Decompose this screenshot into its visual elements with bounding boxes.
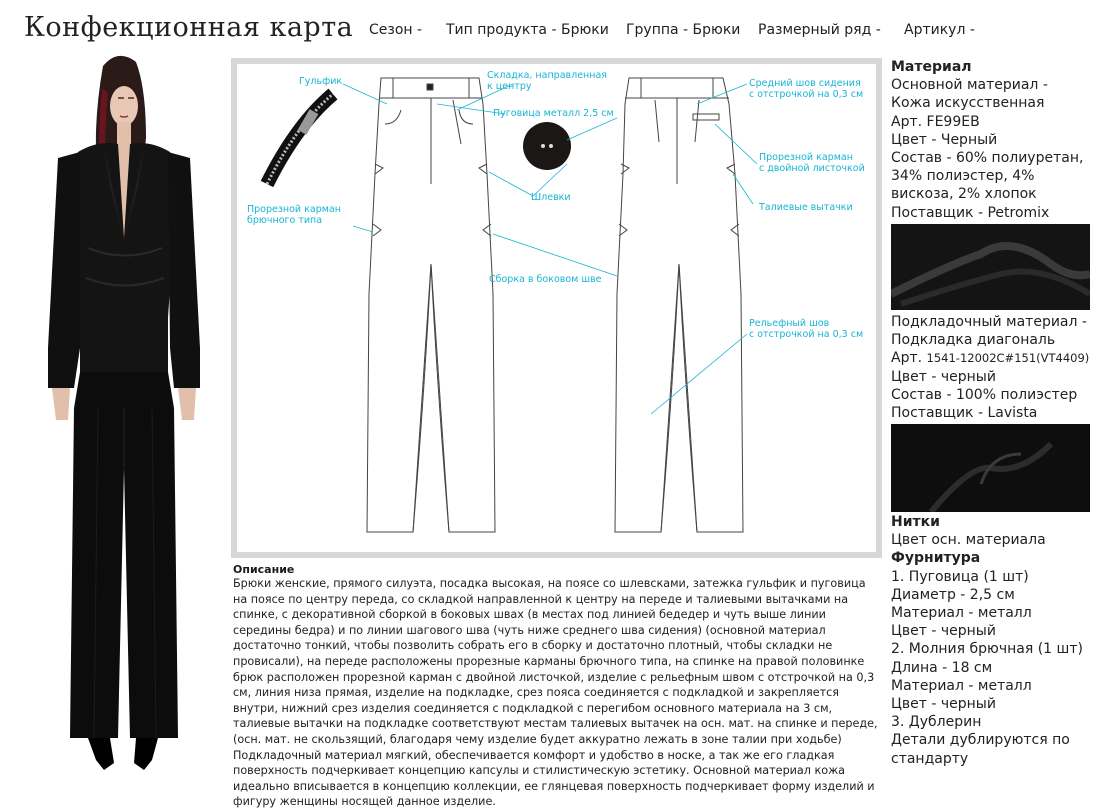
hardware-line: Материал - металл xyxy=(891,605,1032,622)
lining-line: Подкладка диагональ xyxy=(891,332,1056,349)
material-line: Цвет - Черный xyxy=(891,131,998,148)
callout-relief-line2: с отстрочкой на 0,3 см xyxy=(749,329,864,340)
threads-value: Цвет осн. материала xyxy=(891,532,1046,549)
zipper-image xyxy=(257,94,347,184)
callout-button: Пуговица металл 2,5 см xyxy=(493,108,614,119)
callout-belt-loops: Шлевки xyxy=(531,192,571,203)
lining-fabric-swatch xyxy=(891,424,1090,512)
hardware-line: 2. Молния брючная (1 шт) xyxy=(891,641,1083,658)
hardware-line: Детали дублируются по xyxy=(891,732,1070,749)
callout-fly: Гульфик xyxy=(299,76,343,87)
description-title: Описание xyxy=(233,563,295,576)
description-text: Брюки женские, прямого силуэта, посадка высокая, на поясе со шлевсками, затежка гульфик и пуговица на поясе по центру переда, со складкой направленной к центру на переде и талиевыми вытачками на спинке, с декоративной сборкой в боковых швах (в местах под линией бедедер и чуть выше линии середины бедра) и по линии шагового шва (чуть ниже среднего шва сидения) (основной материал достаточно тонкий, чтобы позволить собрать его в сборку и достаточно плотный, чтобы складки не провисали), на переде расположены прорезные карманы брючного типа, на спинке на правой половинке брюк расположен прорезной карман с двойной листочкой, изделие с рельефным швом с отстрочкой на 0,3 см, линия низа прямая, изделие на подкладке, срез пояса соединяется с подкладкой и закрепляется внутри, нижний срез изделия соединяется с подкладкой с перегибом основного материала на 3 см, талиевые вытачки на подкладке соответствуют местам талиевых вытачек на осн. мат. на спинке и переде, (осн. мат. не скользящий, благодаря чему изделие будет аккуратно лежать в зоне талии при ходьбе) Подкладочный материал мягкий, обеспечивается комфорт и удобство в носке, а так же его гладкая поверхность подчеркивает концепцию капсулы и стилистическую эстетику. Основной материал кожа идеально вписывается в концепцию коллекции, ее глянцевая поверхность подчеркивает форму изделий и фигуру женщины носящей данное изделие. xyxy=(233,577,878,809)
hardware-line: Цвет - черный xyxy=(891,623,996,640)
header xyxy=(0,0,1100,52)
lining-line: Цвет - черный xyxy=(891,368,996,385)
lining-article xyxy=(891,349,1096,367)
lining-line: Состав - 100% полиэстер xyxy=(891,386,1078,403)
hardware-title: Фурнитура xyxy=(891,550,981,567)
lining-section xyxy=(891,313,1096,422)
callout-relief-line1: Рельефный шов xyxy=(749,318,830,329)
callout-welt-pocket-front xyxy=(247,204,341,226)
threads-hardware-section xyxy=(891,513,1096,768)
callout-side-gather: Сборка в боковом шве xyxy=(489,274,602,285)
hardware-line: 1. Пуговица (1 шт) xyxy=(891,568,1029,585)
hardware-line: Диаметр - 2,5 см xyxy=(891,586,1015,603)
model-figure xyxy=(18,48,228,796)
lining-line: Поставщик - Lavista xyxy=(891,405,1038,422)
material-line: 34% полиэстер, 4% xyxy=(891,168,1035,185)
callout-welt-pocket-back xyxy=(759,152,865,174)
product-type-field: Тип продукта - Брюки xyxy=(446,22,609,38)
size-range-field: Размерный ряд - xyxy=(758,22,881,38)
callout-welt-back-line2: с двойной листочкой xyxy=(759,163,865,174)
callout-center-seam-line1: Средний шов сидения xyxy=(749,78,861,89)
lining-line: Подкладочный материал - xyxy=(891,314,1087,330)
hardware-line: Длина - 18 см xyxy=(891,659,993,676)
back-trousers-sketch xyxy=(615,78,743,532)
main-fabric-swatch xyxy=(891,224,1090,310)
hardware-line: 3. Дублерин xyxy=(891,714,982,731)
callout-pleat-line1: Складка, направленная xyxy=(487,70,608,81)
callout-pleat-line2: к центру xyxy=(487,81,532,92)
callout-welt-front-line1: Прорезной карман xyxy=(247,204,341,215)
technical-drawing xyxy=(237,64,876,552)
callout-center-seam xyxy=(749,78,863,100)
material-line: Кожа искусственная xyxy=(891,95,1045,112)
button-image xyxy=(523,122,571,170)
material-line: Состав - 60% полиуретан, xyxy=(891,150,1084,167)
hardware-line: Цвет - черный xyxy=(891,696,996,713)
material-line: вискоза, 2% хлопок xyxy=(891,186,1037,203)
callout-darts: Талиевые вытачки xyxy=(759,202,853,213)
article-field: Артикул - xyxy=(904,22,975,38)
callout-welt-front-line2: брючного типа xyxy=(247,215,323,226)
hardware-line: Материал - металл xyxy=(891,677,1032,694)
callout-relief-seam xyxy=(749,318,863,340)
flat-sketch xyxy=(237,64,876,552)
lining-article-label: Арт. xyxy=(891,350,927,367)
lining-article-value: 1541-12002C#151(VT4409) xyxy=(926,351,1090,366)
threads-title: Нитки xyxy=(891,514,940,530)
page-title: Конфекционная карта xyxy=(24,12,354,43)
technical-drawing-panel xyxy=(231,58,882,558)
material-line: Поставщик - Petromix xyxy=(891,204,1050,221)
material-line: Основной материал - xyxy=(891,77,1048,94)
material-title: Материал xyxy=(891,59,972,75)
material-line: Арт. FE99EB xyxy=(891,113,980,130)
callout-pleat xyxy=(487,70,607,92)
group-field: Группа - Брюки xyxy=(626,22,741,38)
hardware-line: стандарту xyxy=(891,750,969,767)
callout-center-seam-line2: с отстрочкой на 0,3 см xyxy=(749,89,864,100)
season-field: Сезон - xyxy=(369,22,423,38)
callout-welt-back-line1: Прорезной карман xyxy=(759,152,853,163)
material-section xyxy=(891,58,1096,222)
